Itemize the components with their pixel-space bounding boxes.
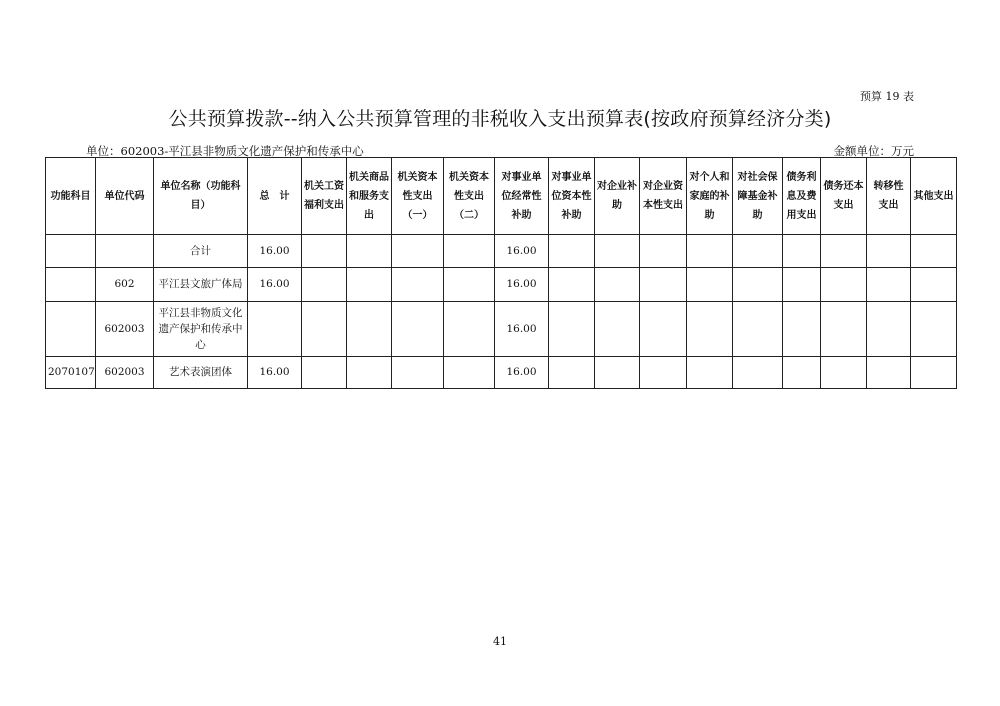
cell-func-code bbox=[46, 235, 96, 268]
cell-total: 16.00 bbox=[248, 357, 302, 389]
cell-unit-name: 艺术表演团体 bbox=[154, 357, 248, 389]
cell bbox=[911, 268, 957, 302]
amount-unit-label: 金额单位：万元 bbox=[833, 144, 914, 158]
cell bbox=[595, 235, 640, 268]
cell-unit-name: 平江县非物质文化遗产保护和传承中心 bbox=[154, 302, 248, 357]
cell bbox=[640, 357, 687, 389]
cell bbox=[640, 235, 687, 268]
page-number: 41 bbox=[493, 635, 507, 648]
cell-total: 16.00 bbox=[248, 235, 302, 268]
cell bbox=[302, 357, 347, 389]
cell bbox=[821, 357, 867, 389]
table-row bbox=[46, 302, 957, 357]
cell bbox=[392, 357, 444, 389]
cell-unit-code: 602003 bbox=[96, 357, 154, 389]
cell-unit-code: 602 bbox=[96, 268, 154, 302]
cell bbox=[733, 302, 783, 357]
table-row bbox=[46, 235, 957, 268]
cell bbox=[444, 357, 495, 389]
cell bbox=[595, 302, 640, 357]
cell bbox=[302, 235, 347, 268]
cell bbox=[302, 268, 347, 302]
cell bbox=[733, 235, 783, 268]
cell bbox=[392, 268, 444, 302]
cell bbox=[392, 302, 444, 357]
cell bbox=[821, 235, 867, 268]
cell bbox=[867, 357, 911, 389]
cell bbox=[444, 268, 495, 302]
cell bbox=[347, 235, 392, 268]
header-cell: 功能科目 bbox=[46, 158, 96, 235]
cell: 16.00 bbox=[495, 302, 549, 357]
cell bbox=[911, 357, 957, 389]
cell bbox=[347, 302, 392, 357]
cell-func-code bbox=[46, 302, 96, 357]
cell bbox=[867, 302, 911, 357]
cell: 16.00 bbox=[495, 235, 549, 268]
cell bbox=[444, 235, 495, 268]
cell bbox=[821, 302, 867, 357]
cell bbox=[687, 357, 733, 389]
cell bbox=[821, 268, 867, 302]
cell-total: 16.00 bbox=[248, 268, 302, 302]
header-cell: 债务利息及费用支出 bbox=[783, 158, 821, 235]
header-cell: 对事业单位经常性补助 bbox=[495, 158, 549, 235]
cell bbox=[595, 357, 640, 389]
header-cell: 单位代码 bbox=[96, 158, 154, 235]
budget-table bbox=[45, 157, 957, 389]
table-row bbox=[46, 357, 957, 389]
cell: 16.00 bbox=[495, 357, 549, 389]
cell-unit-code: 602003 bbox=[96, 302, 154, 357]
header-cell: 对社会保障基金补助 bbox=[733, 158, 783, 235]
table-number: 预算 19 表 bbox=[860, 90, 914, 103]
cell bbox=[867, 235, 911, 268]
cell-func-code: 2070107 bbox=[46, 357, 96, 389]
header-row bbox=[46, 158, 957, 235]
cell-unit-code bbox=[96, 235, 154, 268]
cell-func-code bbox=[46, 268, 96, 302]
cell bbox=[549, 268, 595, 302]
cell bbox=[783, 268, 821, 302]
header-cell: 对企业补助 bbox=[595, 158, 640, 235]
cell bbox=[302, 302, 347, 357]
header-cell: 机关商品和服务支出 bbox=[347, 158, 392, 235]
cell bbox=[687, 302, 733, 357]
header-cell: 债务还本支出 bbox=[821, 158, 867, 235]
header-cell: 对企业资本性支出 bbox=[640, 158, 687, 235]
cell bbox=[911, 302, 957, 357]
cell bbox=[687, 268, 733, 302]
cell bbox=[444, 302, 495, 357]
table-row bbox=[46, 268, 957, 302]
header-cell: 转移性支出 bbox=[867, 158, 911, 235]
header-cell: 对个人和家庭的补助 bbox=[687, 158, 733, 235]
cell bbox=[783, 302, 821, 357]
cell-total bbox=[248, 302, 302, 357]
cell bbox=[392, 235, 444, 268]
cell bbox=[640, 268, 687, 302]
cell bbox=[347, 268, 392, 302]
cell bbox=[733, 357, 783, 389]
cell-unit-name: 合计 bbox=[154, 235, 248, 268]
cell bbox=[549, 235, 595, 268]
header-cell: 其他支出 bbox=[911, 158, 957, 235]
header-cell: 总 计 bbox=[248, 158, 302, 235]
cell-unit-name: 平江县文旅广体局 bbox=[154, 268, 248, 302]
header-cell: 机关工资福利支出 bbox=[302, 158, 347, 235]
header-cell: 机关资本性支出（一） bbox=[392, 158, 444, 235]
unit-label: 单位：602003-平江县非物质文化遗产保护和传承中心 bbox=[86, 144, 364, 158]
cell bbox=[783, 235, 821, 268]
cell: 16.00 bbox=[495, 268, 549, 302]
cell bbox=[549, 357, 595, 389]
header-cell: 单位名称（功能科目） bbox=[154, 158, 248, 235]
header-cell: 机关资本性支出（二） bbox=[444, 158, 495, 235]
cell bbox=[347, 357, 392, 389]
cell bbox=[911, 235, 957, 268]
page-title: 公共预算拨款--纳入公共预算管理的非税收入支出预算表(按政府预算经济分类) bbox=[168, 108, 832, 130]
cell bbox=[687, 235, 733, 268]
cell bbox=[867, 268, 911, 302]
cell bbox=[640, 302, 687, 357]
cell bbox=[733, 268, 783, 302]
header-cell: 对事业单位资本性补助 bbox=[549, 158, 595, 235]
cell bbox=[595, 268, 640, 302]
cell bbox=[783, 357, 821, 389]
cell bbox=[549, 302, 595, 357]
